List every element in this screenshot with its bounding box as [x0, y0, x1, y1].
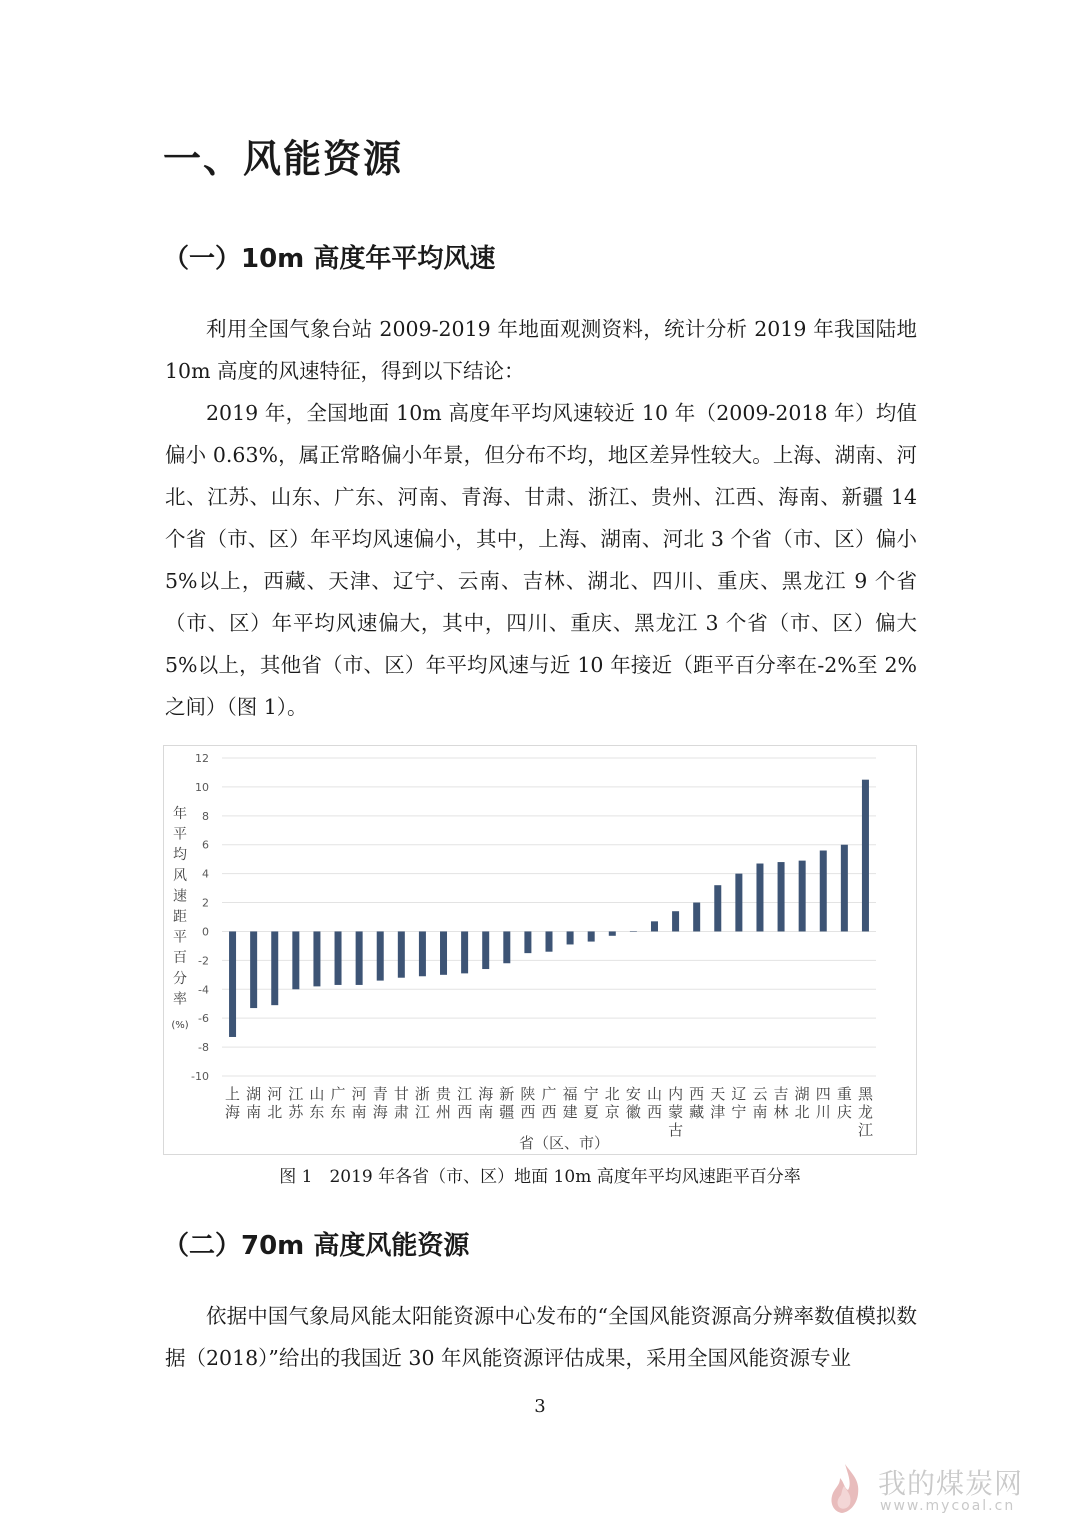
x-category-label: 浙江	[414, 1085, 430, 1121]
bar	[567, 931, 574, 944]
bar	[778, 862, 785, 931]
bar	[419, 931, 426, 976]
x-category-label: 西藏	[689, 1085, 705, 1121]
x-category-label: 广西	[541, 1085, 557, 1121]
bar	[313, 931, 320, 986]
x-category-label: 青海	[372, 1085, 388, 1121]
bar	[335, 931, 342, 984]
x-category-label: 四川	[815, 1085, 831, 1121]
watermark-name: 我的煤炭网	[878, 1467, 1024, 1500]
bar	[250, 931, 257, 1008]
bar-chart-svg	[164, 746, 918, 1156]
bar	[524, 931, 531, 953]
bar	[693, 903, 700, 932]
x-axis-title: 省（区、市）	[518, 1134, 610, 1152]
x-category-label: 陕西	[520, 1085, 536, 1121]
y-axis-label: 年平均风速距平百分率(%)	[171, 806, 189, 1031]
y-tick-labels	[191, 752, 209, 1083]
x-category-label: 湖南	[246, 1085, 262, 1121]
bar	[398, 931, 405, 977]
bar	[841, 845, 848, 932]
site-watermark	[822, 1460, 1062, 1518]
x-category-label: 北京	[604, 1085, 620, 1121]
bar	[356, 931, 363, 984]
wind-speed-anomaly-chart	[163, 745, 917, 1155]
bar	[714, 885, 721, 931]
x-category-label: 河南	[351, 1085, 367, 1121]
x-category-label: 辽宁	[731, 1085, 747, 1121]
bar	[482, 931, 489, 969]
x-category-label: 重庆	[836, 1085, 852, 1121]
paragraph-intro: 利用全国气象台站 2009-2019 年地面观测资料，统计分析 2019 年我国陆地 10m 高度的风速特征，得到以下结论：	[165, 317, 917, 383]
x-category-label: 上海	[225, 1085, 241, 1121]
x-category-label: 宁夏	[583, 1085, 599, 1121]
y-tick-label: 10	[195, 780, 209, 794]
y-tick-label: -4	[198, 983, 209, 997]
y-tick-label: 6	[202, 838, 209, 852]
x-category-label: 内蒙古	[668, 1085, 684, 1139]
y-tick-label: 8	[202, 809, 209, 823]
y-tick-label: -10	[191, 1070, 209, 1083]
x-category-label: 黑龙江	[857, 1085, 873, 1139]
x-category-label: 福建	[562, 1085, 578, 1121]
bars	[229, 780, 869, 1037]
y-tick-label: -6	[198, 1012, 209, 1026]
bar	[588, 931, 595, 941]
page-heading: 一、风能资源	[163, 137, 404, 181]
x-category-labels	[225, 1085, 874, 1139]
page-number: 3	[534, 1396, 546, 1417]
x-category-label: 江西	[457, 1085, 473, 1121]
bar	[799, 861, 806, 932]
x-category-label: 天津	[710, 1085, 726, 1121]
bar	[651, 921, 658, 931]
bar	[503, 931, 510, 963]
x-category-label: 广东	[330, 1085, 346, 1121]
y-axis-title	[171, 805, 188, 1031]
bar	[672, 911, 679, 931]
x-category-label: 吉林	[773, 1085, 789, 1121]
bar	[862, 780, 869, 932]
paragraph-findings: 2019 年，全国地面 10m 高度年平均风速较近 10 年（2009-2018 年）均值偏小 0.63%，属正常略偏小年景，但分布不均，地区差异性较大。上海、湖南、河北、江苏、山东、广东、河南、青海、甘肃、浙江、贵州、江西、海南、新疆 14 个省（市、区）年平均风速偏小，其中，上海、湖南、河北 3 个省（市、区）偏小 5%以上，西藏、天津、辽宁、云南、吉林、湖北、四川、重庆、黑龙江 9 个省（市、区）年平均风速偏大，其中，四川、重庆、黑龙江 3 个省（市、区）偏大 5%以上，其他省（市、区）年平均风速与近 10 年接近（距平百分率在-2%至 2%之间）（图 1）。	[165, 401, 917, 719]
paragraph-wind-energy: 依据中国气象局风能太阳能资源中心发布的“全国风能资源高分辨率数值模拟数据（2018）”给出的我国近 30 年风能资源评估成果，采用全国风能资源专业	[165, 1304, 917, 1370]
bar	[820, 851, 827, 932]
bar	[735, 874, 742, 932]
x-category-label: 云南	[752, 1085, 768, 1121]
y-tick-label: -2	[198, 954, 209, 968]
bar	[756, 864, 763, 932]
bar	[292, 931, 299, 989]
section-title-wind-speed: （一）10m 高度年平均风速	[163, 244, 496, 274]
bar	[609, 931, 616, 935]
y-tick-label: 12	[195, 752, 209, 765]
x-category-label: 湖北	[794, 1085, 810, 1121]
x-category-label: 安徽	[625, 1085, 641, 1121]
x-category-label: 山西	[646, 1085, 662, 1121]
bar	[440, 931, 447, 974]
y-tick-label: -8	[198, 1041, 209, 1055]
x-category-label: 甘肃	[393, 1085, 409, 1121]
section-title-wind-energy: （二）70m 高度风能资源	[163, 1231, 470, 1261]
y-tick-label: 0	[202, 925, 209, 939]
x-category-label: 河北	[267, 1085, 283, 1121]
bar	[461, 931, 468, 973]
watermark-url: www.mycoal.cn	[880, 1498, 1016, 1514]
x-category-label: 贵州	[436, 1085, 452, 1121]
bar	[546, 931, 553, 951]
x-category-label: 山东	[309, 1085, 325, 1121]
x-category-label: 海南	[478, 1085, 494, 1121]
x-category-label: 新疆	[499, 1085, 515, 1121]
flame-logo-icon	[822, 1460, 868, 1518]
y-tick-label: 2	[202, 896, 209, 910]
y-tick-label: 4	[202, 867, 209, 881]
bar	[377, 931, 384, 980]
x-category-label: 江苏	[288, 1085, 304, 1121]
figure-caption: 图 1 2019 年各省（市、区）地面 10m 高度年平均风速距平百分率	[279, 1167, 801, 1187]
bar	[229, 931, 236, 1037]
bar	[271, 931, 278, 1005]
bar	[630, 931, 637, 932]
